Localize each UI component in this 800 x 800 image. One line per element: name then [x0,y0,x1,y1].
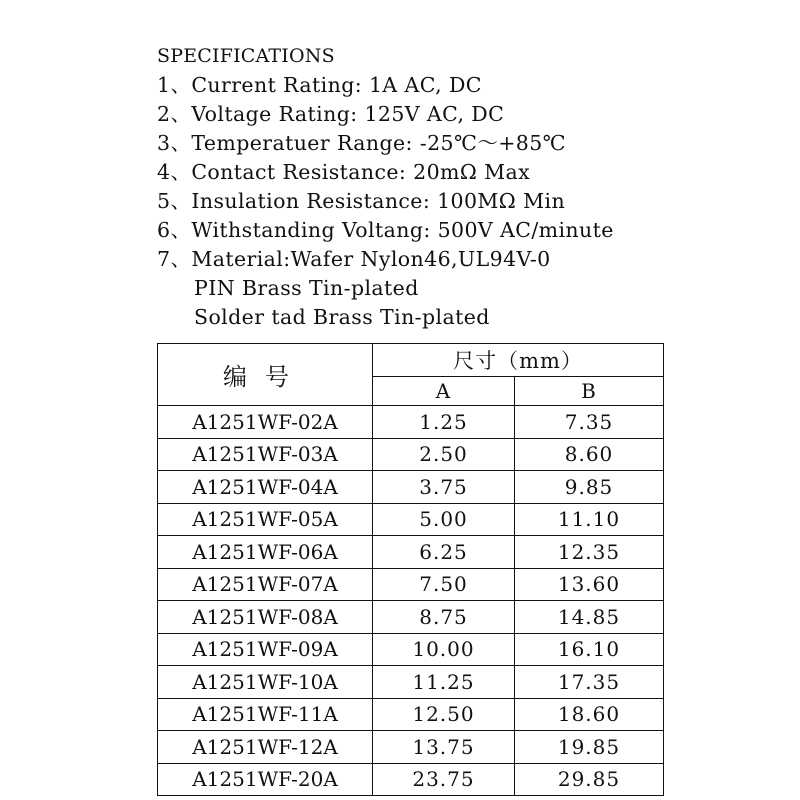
dimension-a-cell: 10.00 [373,633,515,666]
table-row [158,731,664,764]
dimension-a-cell: 12.50 [373,698,515,731]
table-row [158,438,664,471]
spec-withstanding-voltage: 6、Withstanding Voltang: 500V AC/minute [157,218,614,242]
spec-insulation-resistance: 5、Insulation Resistance: 100MΩ Min [157,189,566,213]
header-dimension-a: A [373,377,515,406]
table-header-row [158,344,664,377]
spec-material-solder-tab: Solder tad Brass Tin-plated [194,305,490,329]
part-number-cell: A1251WF-12A [158,731,373,764]
dimension-b-cell: 17.35 [515,666,664,699]
table-row [158,503,664,536]
part-number-cell: A1251WF-03A [158,438,373,471]
header-size-mm: 尺寸（mm） [373,344,664,377]
specifications-title: SPECIFICATIONS [157,45,335,67]
dimension-b-cell: 7.35 [515,406,664,439]
spec-voltage-rating: 2、Voltage Rating: 125V AC, DC [157,102,505,126]
spec-material-pin: PIN Brass Tin-plated [194,276,419,300]
dimension-a-cell: 23.75 [373,763,515,796]
dimension-b-cell: 12.35 [515,536,664,569]
part-number-cell: A1251WF-02A [158,406,373,439]
part-number-cell: A1251WF-04A [158,471,373,504]
part-number-cell: A1251WF-07A [158,568,373,601]
dimension-a-cell: 13.75 [373,731,515,764]
dimension-a-cell: 5.00 [373,503,515,536]
dimension-b-cell: 14.85 [515,601,664,634]
dimension-a-cell: 8.75 [373,601,515,634]
spec-current-rating: 1、Current Rating: 1A AC, DC [157,73,482,97]
part-number-cell: A1251WF-09A [158,633,373,666]
dimensions-table [157,343,664,796]
dimension-a-cell: 6.25 [373,536,515,569]
dimension-a-cell: 3.75 [373,471,515,504]
dimension-b-cell: 16.10 [515,633,664,666]
part-number-cell: A1251WF-20A [158,763,373,796]
part-number-cell: A1251WF-11A [158,698,373,731]
table-row [158,698,664,731]
dimension-b-cell: 9.85 [515,471,664,504]
table-row [158,633,664,666]
dimension-b-cell: 8.60 [515,438,664,471]
specifications-block [157,42,614,332]
table-row [158,763,664,796]
dimension-a-cell: 11.25 [373,666,515,699]
table-row [158,601,664,634]
part-number-cell: A1251WF-05A [158,503,373,536]
table-row [158,471,664,504]
dimension-a-cell: 7.50 [373,568,515,601]
dimension-a-cell: 1.25 [373,406,515,439]
part-number-cell: A1251WF-06A [158,536,373,569]
table-row [158,568,664,601]
table-row [158,666,664,699]
dimension-b-cell: 18.60 [515,698,664,731]
part-number-cell: A1251WF-08A [158,601,373,634]
table-row [158,406,664,439]
header-part-number: 编号 [158,344,373,406]
part-number-cell: A1251WF-10A [158,666,373,699]
dimension-b-cell: 19.85 [515,731,664,764]
spec-contact-resistance: 4、Contact Resistance: 20mΩ Max [157,160,531,184]
dimension-b-cell: 13.60 [515,568,664,601]
dimension-a-cell: 2.50 [373,438,515,471]
dimension-b-cell: 11.10 [515,503,664,536]
header-dimension-b: B [515,377,664,406]
table-row [158,536,664,569]
spec-material: 7、Material:Wafer Nylon46,UL94V-0 [157,247,551,271]
spec-temperature-range: 3、Temperatuer Range: -25℃～+85℃ [157,131,567,155]
dimension-b-cell: 29.85 [515,763,664,796]
